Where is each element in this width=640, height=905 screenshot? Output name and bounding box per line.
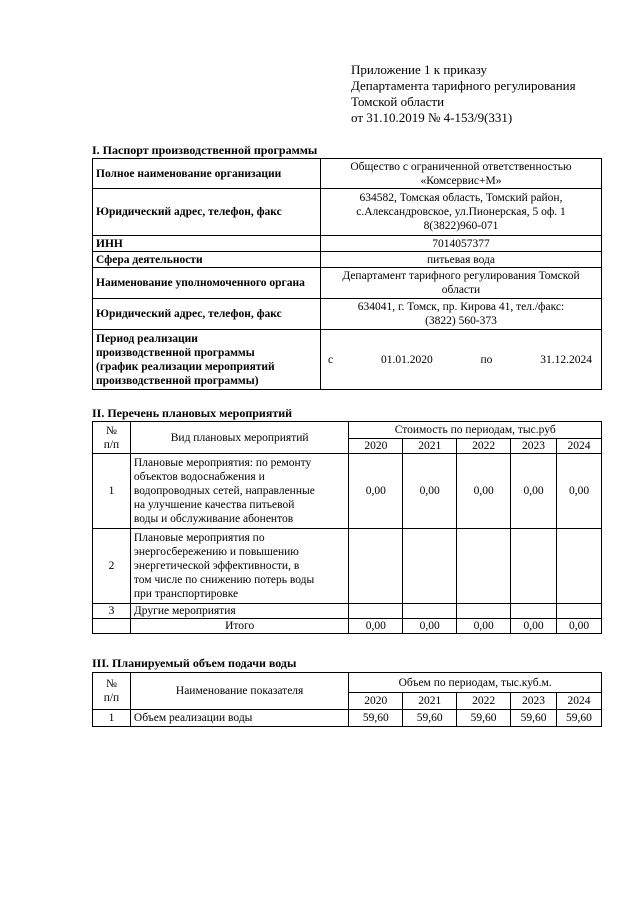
- col-num-header: № п/п: [93, 673, 131, 710]
- cell-value: [349, 604, 403, 619]
- cell-value: 59,60: [457, 710, 511, 727]
- cell-value: [511, 529, 557, 604]
- col-cost-header: Стоимость по периодам, тыс.руб: [349, 422, 602, 439]
- col-volume-header: Объем по периодам, тыс.куб.м.: [349, 673, 602, 693]
- cell-value: 59,60: [556, 710, 601, 727]
- total-value: 0,00: [511, 619, 557, 634]
- header-line: от 31.10.2019 № 4-153/9(331): [351, 110, 513, 125]
- table-row: [93, 159, 602, 189]
- total-row: [93, 619, 602, 634]
- period-from-word: с: [328, 353, 334, 366]
- col-name-header: Вид плановых мероприятий: [130, 422, 349, 454]
- cell-value: 59,60: [403, 710, 457, 727]
- table-row: [93, 604, 602, 619]
- table-row: [93, 299, 602, 330]
- total-value: 0,00: [403, 619, 457, 634]
- table-header-row: [93, 422, 602, 439]
- period-to-word: по: [480, 353, 493, 366]
- cell-value: [457, 604, 511, 619]
- row-label: Полное наименование организации: [93, 159, 321, 189]
- cell-value: [557, 529, 602, 604]
- row-num: 3: [93, 604, 131, 619]
- row-value: 634041, г. Томск, пр. Кирова 41, тел./факс: (3822) 560-373: [321, 299, 602, 330]
- cell-value: 0,00: [511, 454, 557, 529]
- table-row: [93, 268, 602, 299]
- cell-value: 0,00: [349, 454, 403, 529]
- row-value: 634582, Томская область, Томский район, с.Александровское, ул.Пионерская, 5 оф. 1 8(3822)960-071: [321, 189, 602, 236]
- section3-title: III. Планируемый объем подачи воды: [92, 656, 297, 670]
- row-value: 7014057377: [321, 236, 602, 252]
- year-header: 2021: [403, 693, 457, 710]
- row-label: Юридический адрес, телефон, факс: [93, 299, 321, 330]
- year-header: 2024: [556, 693, 601, 710]
- cell-value: 0,00: [457, 454, 511, 529]
- cell-value: [349, 529, 403, 604]
- table-row: [93, 252, 602, 268]
- header-line: Томской области: [351, 94, 445, 109]
- row-num: 2: [93, 529, 131, 604]
- cell-value: [557, 604, 602, 619]
- total-value: 0,00: [557, 619, 602, 634]
- row-num: 1: [93, 454, 131, 529]
- year-header: 2020: [349, 693, 403, 710]
- total-value: 0,00: [457, 619, 511, 634]
- cell-value: 0,00: [557, 454, 602, 529]
- period-from-date: 01.01.2020: [380, 353, 433, 366]
- row-name: Плановые мероприятия: по ремонту объектов водоснабжения и водопроводных сетей, направленные на улучшение качества питьевой воды и обслуживание абонентов: [130, 454, 349, 529]
- table-header-row: [93, 673, 602, 693]
- volume-table: [92, 672, 602, 727]
- row-label: Юридический адрес, телефон, факс: [93, 189, 321, 236]
- year-header: 2024: [557, 439, 602, 454]
- table-row: [93, 236, 602, 252]
- year-header: 2023: [511, 693, 557, 710]
- appendix-header: [351, 62, 576, 126]
- section1-title: I. Паспорт производственной программы: [92, 143, 318, 157]
- cell-value: 0,00: [403, 454, 457, 529]
- header-line: Приложение 1 к приказу: [351, 62, 488, 77]
- row-num: 1: [93, 710, 131, 727]
- table-row: [93, 454, 602, 529]
- passport-table: [92, 158, 602, 390]
- cell-value: [403, 604, 457, 619]
- row-label: Наименование уполномоченного органа: [93, 268, 321, 299]
- year-header: 2022: [457, 693, 511, 710]
- year-header: 2021: [403, 439, 457, 454]
- period-label: Период реализации производственной программы (график реализации мероприятий производственной программы): [93, 330, 321, 390]
- row-value: питьевая вода: [321, 252, 602, 268]
- period-to-date: 31.12.2024: [540, 353, 592, 366]
- period-value: [321, 330, 602, 390]
- cell-value: [403, 529, 457, 604]
- row-name: Другие мероприятия: [130, 604, 349, 619]
- row-name: Объем реализации воды: [130, 710, 348, 727]
- year-header: 2022: [457, 439, 511, 454]
- measures-table: [92, 421, 602, 634]
- cell-value: 59,60: [349, 710, 403, 727]
- row-label: ИНН: [93, 236, 321, 252]
- section2-title: II. Перечень плановых мероприятий: [92, 406, 293, 420]
- year-header: 2020: [349, 439, 403, 454]
- table-row: [93, 189, 602, 236]
- total-label: Итого: [130, 619, 349, 634]
- row-value: Департамент тарифного регулирования Томской области: [321, 268, 602, 299]
- table-row: [93, 330, 602, 390]
- col-name-header: Наименование показателя: [130, 673, 348, 710]
- cell-value: [511, 604, 557, 619]
- row-label: Сфера деятельности: [93, 252, 321, 268]
- header-line: Департамента тарифного регулирования: [351, 78, 576, 93]
- table-row: [93, 710, 602, 727]
- total-value: 0,00: [349, 619, 403, 634]
- row-name: Плановые мероприятия по энергосбережению и повышению энергетической эффективности, в том числе по снижению потерь воды при транспортировке: [130, 529, 349, 604]
- cell-value: 59,60: [511, 710, 557, 727]
- table-row: [93, 529, 602, 604]
- col-num-header: № п/п: [93, 422, 131, 454]
- cell-value: [457, 529, 511, 604]
- row-value: Общество с ограниченной ответственностью «Комсервис+М»: [321, 159, 602, 189]
- year-header: 2023: [511, 439, 557, 454]
